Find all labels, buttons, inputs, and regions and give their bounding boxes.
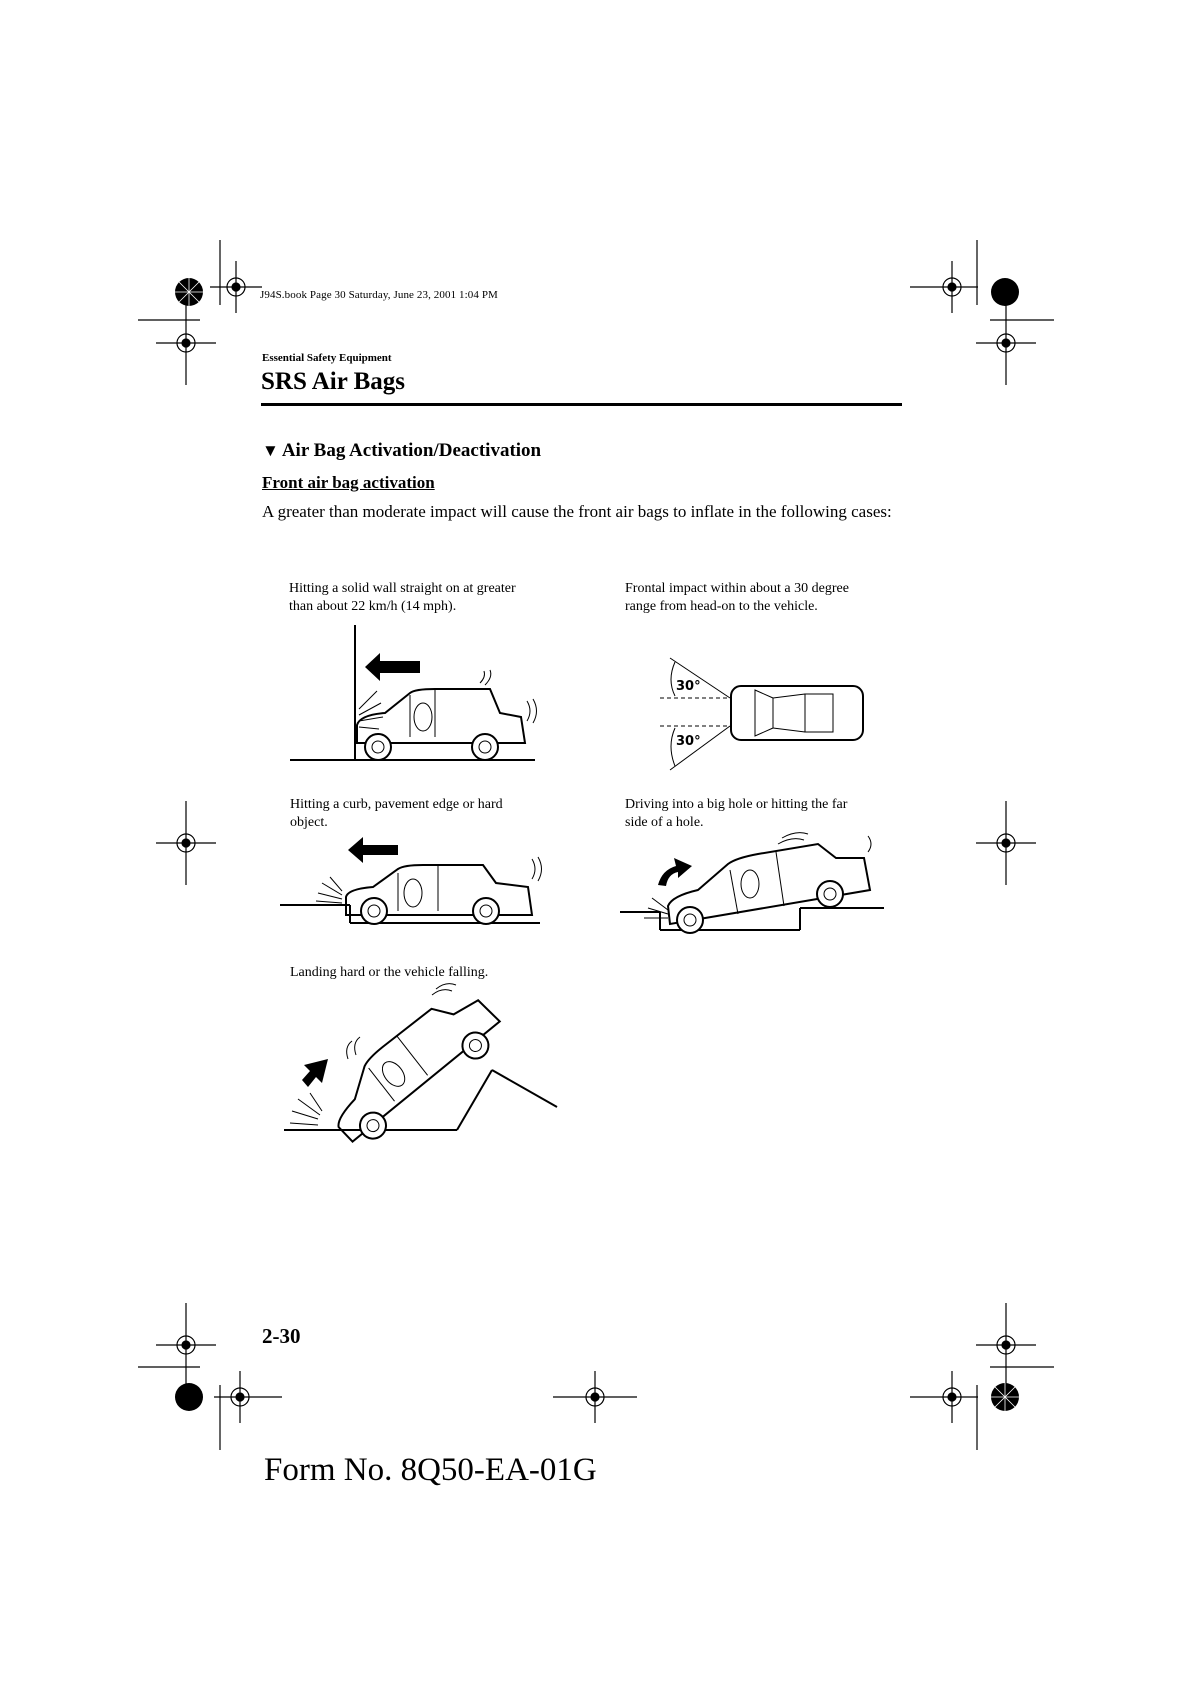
heading-text: Air Bag Activation/Deactivation — [281, 440, 542, 461]
figure-caption-angle: Frontal impact within about a 30 degree range from head-on to the vehicle. — [625, 581, 849, 614]
angle-label-bottom: 30° — [676, 734, 701, 749]
title-rule — [261, 403, 902, 406]
page-number: 2-30 — [262, 1324, 301, 1348]
page-title: SRS Air Bags — [261, 368, 406, 395]
figure-caption-wall: Hitting a solid wall straight on at greater than about 22 km/h (14 mph). — [289, 581, 516, 614]
figure-caption-hole: Driving into a big hole or hitting the far side of a hole. — [625, 797, 848, 830]
curb-impact-illustration — [278, 835, 548, 930]
figure-caption-curb: Hitting a curb, pavement edge or hard object. — [290, 797, 503, 830]
form-number: Form No. 8Q50-EA-01G — [264, 1452, 597, 1488]
wall-impact-illustration — [285, 625, 545, 765]
frontal-angle-illustration — [655, 650, 875, 780]
hole-impact-illustration — [618, 830, 888, 935]
landing-impact-illustration — [282, 985, 562, 1135]
figure-caption-landing: Landing hard or the vehicle falling. — [290, 965, 489, 980]
section-label: Essential Safety Equipment — [262, 352, 392, 364]
angle-label-top: 30° — [676, 679, 701, 694]
subheading: Front air bag activation — [262, 473, 435, 492]
intro-paragraph: A greater than moderate impact will cause the front air bags to inflate in the following cases: — [262, 502, 892, 521]
section-heading — [262, 440, 541, 462]
triangle-marker-icon: ▼ — [262, 441, 279, 460]
file-info: J94S.book Page 30 Saturday, June 23, 2001 1:04 PM — [260, 289, 498, 301]
